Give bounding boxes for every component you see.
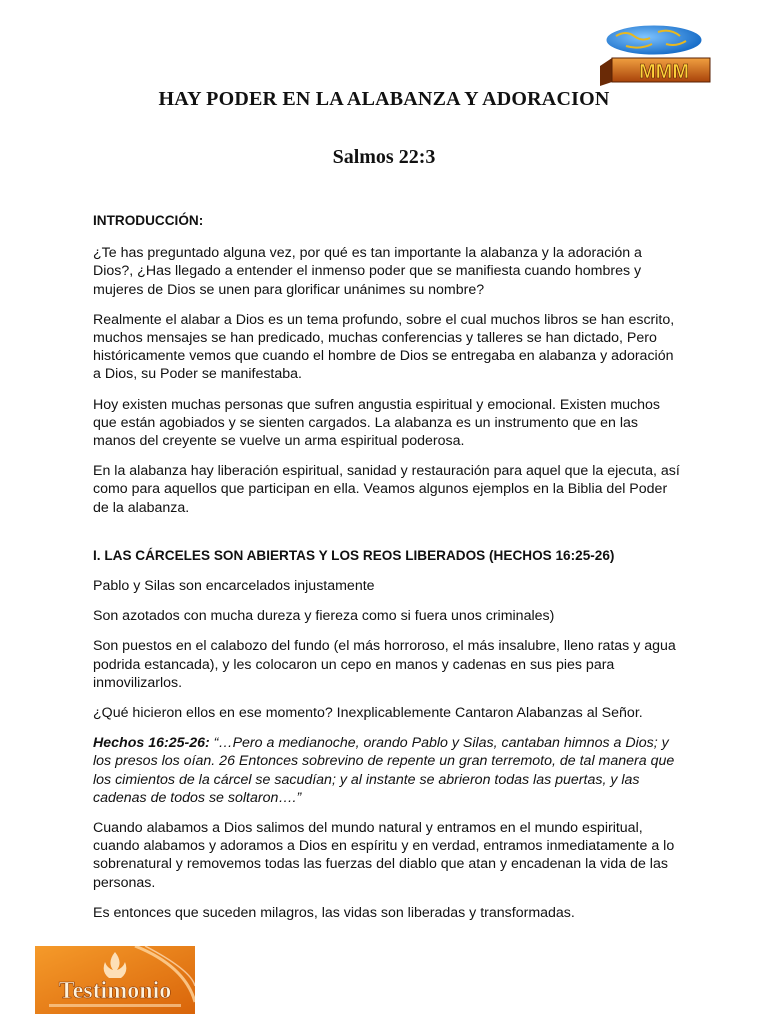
- testimonio-logo-text: Testimonio: [58, 978, 172, 1004]
- intro-paragraph: ¿Te has preguntado alguna vez, por qué es tan importante la alabanza y la adoración a Dios?, ¿Has llegado a entender el inmenso poder que se manifiesta cuando hombres y mujeres de Dios se unen para glorificar unánimes su nombre?: [93, 245, 642, 298]
- scripture-reference: Hechos 16:25-26:: [93, 735, 210, 752]
- intro-paragraph: Realmente el alabar a Dios es un tema profundo, sobre el cual muchos libros se han escrito, muchos mensajes se han predicado, muchas conferencias y talleres se han dictado, Pero históricamente vemos que cuando el hombre de Dios se entregaba en alabanza y adoración a Dios, su Poder se manifestaba.: [93, 311, 675, 383]
- document-title: HAY PODER EN LA ALABANZA Y ADORACION: [158, 88, 610, 110]
- testimonio-logo: [35, 946, 195, 1014]
- mmm-logo-text: MMM: [639, 61, 689, 83]
- section-paragraph: ¿Qué hicieron ellos en ese momento? Inexplicablemente Cantaron Alabanzas al Señor.: [93, 705, 643, 722]
- section-paragraph: Cuando alabamos a Dios salimos del mundo natural y entramos en el mundo espiritual, cuando alabamos y adoramos a Dios en espíritu y en verdad, entramos inmediatamente a lo sobrenatural y removemos todas las fuerzas del diablo que atan y encadenan la vida de las personas.: [93, 820, 675, 891]
- section-paragraph: Son puestos en el calabozo del fundo (el más horroroso, el más insalubre, lleno ratas y agua podrida estancada), y les colocaron un cepo en manos y cadenas en sus pies para inmovilizarlos.: [93, 638, 676, 691]
- section-paragraph: Es entonces que suceden milagros, las vidas son liberadas y transformadas.: [93, 904, 575, 921]
- intro-heading: INTRODUCCIÓN:: [93, 213, 204, 228]
- scripture-text: “…Pero a medianoche, orando Pablo y Silas, cantaban himnos a Dios; y los presos los oían. 26 Entonces sobrevino de repente un gran terremoto, de tal manera que los cimientos de la cárcel se sacudían; y al instante se abrieron todas las puertas, y las cadenas de todos se soltaron….”: [93, 735, 675, 806]
- section-paragraph: Son azotados con mucha dureza y fiereza como si fuera unos criminales): [93, 608, 555, 625]
- intro-paragraph: En la alabanza hay liberación espiritual, sanidad y restauración para aquel que la ejecuta, así como para aquellos que participan en ella. Veamos algunos ejemplos en la Biblia del Poder de la alabanza.: [93, 463, 680, 516]
- document-body: [93, 212, 683, 934]
- document-subtitle: Salmos 22:3: [332, 146, 436, 168]
- scripture-quote: [93, 734, 683, 807]
- mmm-logo: [596, 20, 714, 86]
- section-paragraph: Pablo y Silas son encarcelados injustamente: [93, 578, 375, 595]
- section-heading: I. LAS CÁRCELES SON ABIERTAS Y LOS REOS LIBERADOS (HECHOS 16:25-26): [93, 547, 615, 563]
- intro-paragraph: Hoy existen muchas personas que sufren angustia espiritual y emocional. Existen muchos que están agobiados y se sienten cargados. La alabanza es un instrumento que en las manos del creyente se vuelve un arma espiritual poderosa.: [93, 396, 661, 450]
